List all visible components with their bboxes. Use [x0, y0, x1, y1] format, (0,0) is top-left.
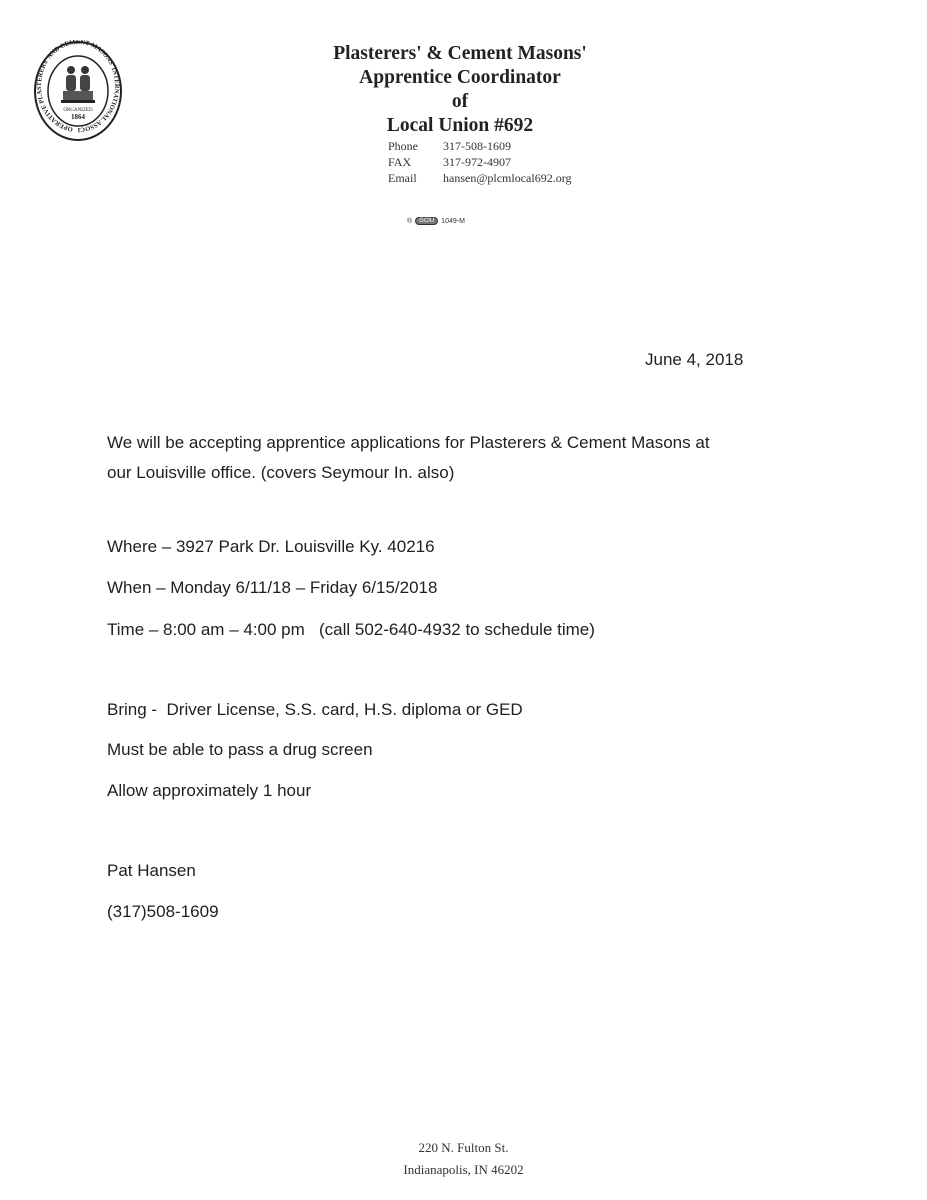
svg-text:1864: 1864	[71, 113, 85, 121]
phone-label: Phone	[388, 139, 418, 153]
contact-block	[388, 138, 571, 186]
union-bug-number: 1049-M	[441, 217, 465, 225]
signer-name: Pat Hansen	[107, 861, 196, 880]
letter-date: June 4, 2018	[645, 350, 744, 369]
intro-line: We will be accepting apprentice applications for Plasterers & Cement Masons at	[107, 433, 710, 452]
email-value: hansen@plcmlocal692.org	[443, 171, 572, 185]
svg-text:OPERATIVE PLASTERERS' AND CEME: OPERATIVE PLASTERERS' AND CEMENT MASONS' INTERNATIONAL ASSOCI	[36, 40, 121, 134]
letterhead-line: Plasterers' & Cement Masons'	[333, 43, 587, 64]
letterhead-line: Apprentice Coordinator	[359, 67, 561, 88]
union-seal-logo	[33, 40, 123, 142]
drug-screen-line: Must be able to pass a drug screen	[107, 740, 373, 759]
where-line: Where – 3927 Park Dr. Louisville Ky. 40216	[107, 537, 435, 556]
registered-icon: ®	[407, 217, 413, 225]
email-row	[388, 170, 571, 186]
footer-street: 220 N. Fulton St.	[418, 1140, 509, 1155]
intro-line: our Louisville office. (covers Seymour In. also)	[107, 463, 455, 482]
fax-row	[388, 154, 571, 170]
fax-label: FAX	[388, 155, 412, 169]
phone-row	[388, 138, 571, 154]
bring-line: Bring - Driver License, S.S. card, H.S. diploma or GED	[107, 700, 523, 719]
time-line: Time – 8:00 am – 4:00 pm (call 502-640-4932 to schedule time)	[107, 620, 595, 639]
signer-phone: (317)508-1609	[107, 902, 219, 921]
phone-value: 317-508-1609	[443, 139, 511, 153]
union-bug-logo: GCIU	[415, 217, 438, 225]
footer-city: Indianapolis, IN 46202	[403, 1162, 524, 1177]
letterhead-line: of	[451, 91, 469, 112]
intro-paragraph	[107, 428, 827, 488]
letterhead-title	[300, 42, 620, 138]
duration-line: Allow approximately 1 hour	[107, 781, 312, 800]
letterhead-line: Local Union #692	[386, 115, 534, 136]
fax-value: 317-972-4907	[443, 155, 511, 169]
when-line: When – Monday 6/11/18 – Friday 6/15/2018	[107, 578, 438, 597]
email-label: Email	[388, 171, 417, 185]
union-bug	[407, 217, 465, 225]
svg-text:ORGANIZED: ORGANIZED	[63, 108, 93, 113]
